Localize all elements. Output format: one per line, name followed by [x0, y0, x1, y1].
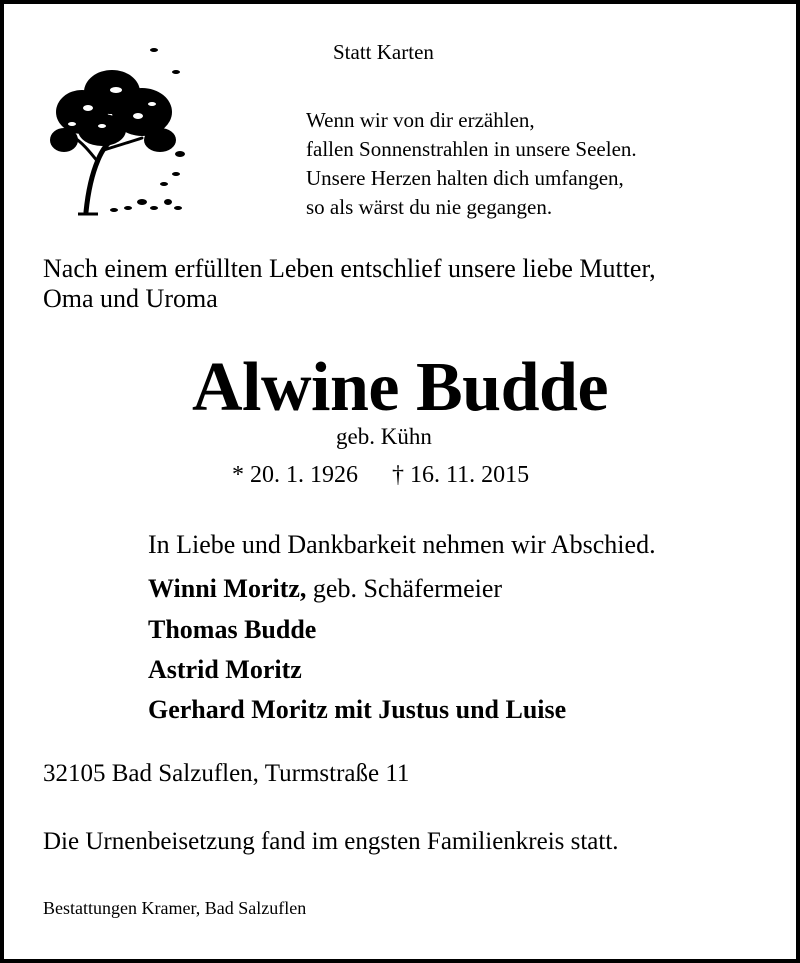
mourner-entry [148, 655, 302, 685]
intro-line: Oma und Uroma [43, 284, 218, 313]
death-date: † 16. 11. 2015 [392, 462, 530, 488]
mourner-entry [148, 695, 566, 725]
poem-line: so als wärst du nie gegangen. [306, 195, 553, 219]
farewell-text: In Liebe und Dankbarkeit nehmen wir Abschied. [148, 530, 656, 559]
intro-text [43, 254, 656, 314]
intro-line: Nach einem erfüllten Leben entschlief unsere liebe Mutter, [43, 254, 656, 283]
life-dates [232, 462, 529, 489]
mourner-name: Thomas Budde [148, 615, 317, 644]
poem-line: Wenn wir von dir erzählen, [306, 108, 535, 132]
tree-in-wind-icon [42, 42, 192, 222]
mourner-name: Astrid Moritz [148, 655, 302, 684]
mourner-entry [148, 574, 502, 604]
deceased-name: Alwine Budde [191, 349, 609, 426]
address: 32105 Bad Salzuflen, Turmstraße 11 [43, 760, 410, 787]
mourner-name: Gerhard Moritz mit Justus und Luise [148, 695, 567, 724]
statt-karten-label: Statt Karten [333, 40, 434, 64]
mourner-entry [148, 615, 316, 645]
mourner-name: Winni Moritz, [148, 574, 307, 603]
poem-line: fallen Sonnenstrahlen in unsere Seelen. [306, 137, 637, 161]
maiden-name: geb. Kühn [336, 424, 432, 449]
poem [306, 106, 637, 222]
undertaker: Bestattungen Kramer, Bad Salzuflen [43, 898, 307, 918]
burial-note: Die Urnenbeisetzung fand im engsten Familienkreis statt. [43, 828, 619, 855]
birth-date: * 20. 1. 1926 [232, 462, 358, 488]
mourner-suffix: geb. Schäfermeier [306, 574, 503, 603]
poem-line: Unsere Herzen halten dich umfangen, [306, 166, 624, 190]
